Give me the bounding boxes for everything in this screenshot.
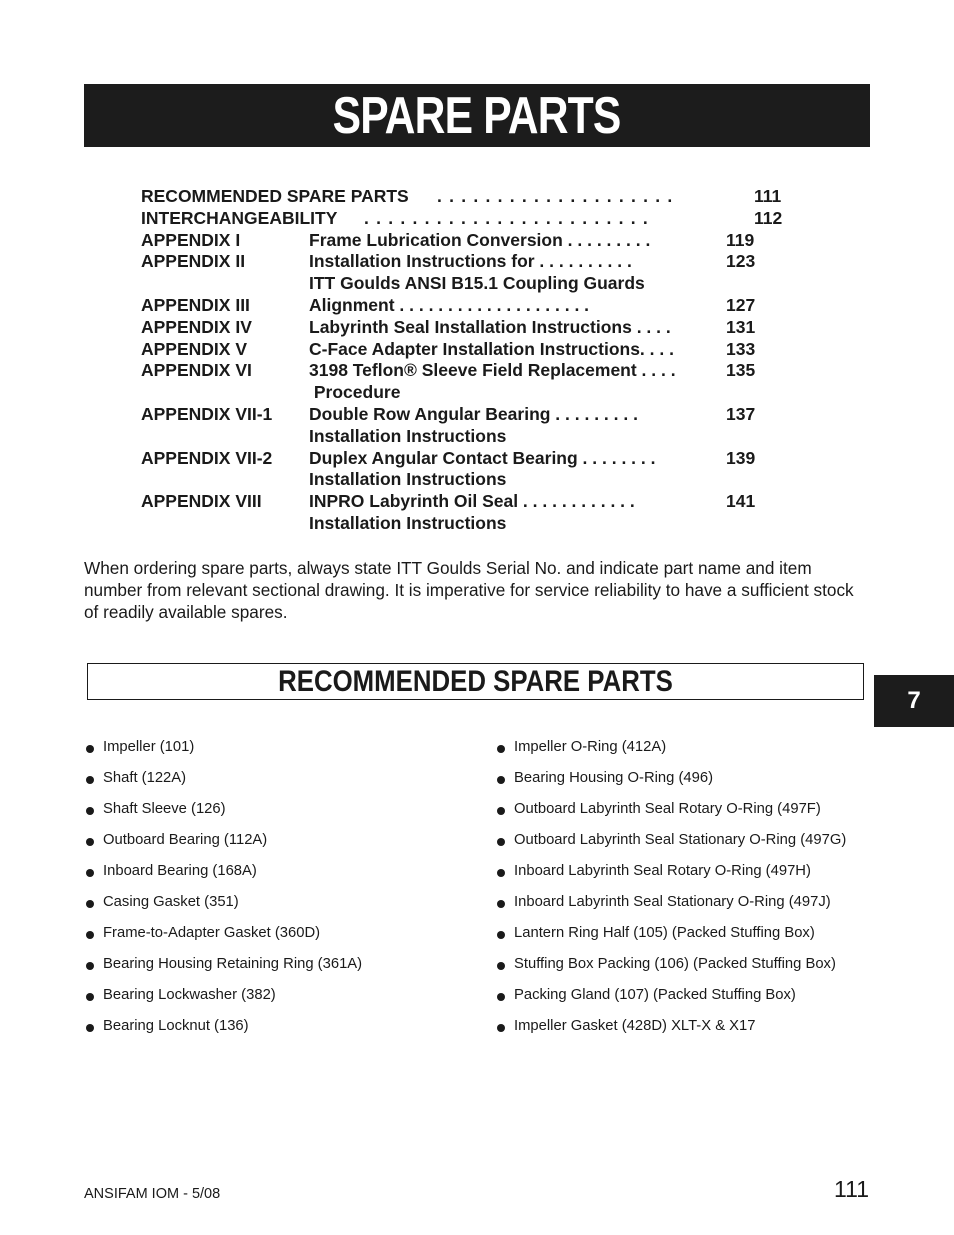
section-heading: RECOMMENDED SPARE PARTS bbox=[278, 664, 673, 698]
toc-appendix-entry[interactable] bbox=[141, 230, 791, 252]
appendix-title: Labyrinth Seal Installation Instructions . . . . bbox=[309, 316, 671, 337]
part-label: Outboard Labyrinth Seal Rotary O-Ring (497F) bbox=[514, 800, 821, 817]
part-label: Inboard Labyrinth Seal Rotary O-Ring (497H) bbox=[514, 862, 811, 879]
toc-entry-title: RECOMMENDED SPARE PARTS bbox=[141, 186, 409, 206]
intro-paragraph: When ordering spare parts, always state ITT Goulds Serial No. and indicate part name and item number from relevant sectional drawing. It is imperative for service reliability to have a sufficient stock of readily available spares. bbox=[84, 558, 854, 622]
toc-entry[interactable] bbox=[141, 186, 791, 208]
appendix-label: APPENDIX VII-1 bbox=[141, 403, 273, 424]
bullet-icon bbox=[497, 1024, 505, 1032]
appendix-title: Installation Instructions for . . . . . . . . . . bbox=[309, 251, 632, 272]
list-item bbox=[86, 1010, 362, 1041]
bullet-icon bbox=[86, 745, 94, 753]
appendix-label: APPENDIX III bbox=[141, 294, 250, 315]
appendix-title-continued: Installation Instructions bbox=[309, 425, 507, 446]
part-label: Stuffing Box Packing (106) (Packed Stuffing Box) bbox=[514, 955, 836, 972]
part-label: Bearing Housing O-Ring (496) bbox=[514, 769, 714, 786]
appendix-label: APPENDIX VI bbox=[141, 360, 252, 381]
part-label: Inboard Labyrinth Seal Stationary O-Ring (497J) bbox=[514, 893, 831, 910]
part-label: Impeller Gasket (428D) XLT-X & X17 bbox=[514, 1017, 756, 1034]
toc-page-number: 139 bbox=[726, 447, 756, 468]
toc-leader-dots: . . . . . . . . . . . . . . . . . . . . bbox=[437, 186, 674, 206]
bullet-icon bbox=[497, 807, 505, 815]
bullet-icon bbox=[497, 776, 505, 784]
list-item bbox=[497, 1010, 846, 1041]
appendix-title-continued: Installation Instructions bbox=[309, 469, 507, 490]
appendix-title: 3198 Teflon® Sleeve Field Replacement . . . . bbox=[309, 360, 676, 381]
list-item bbox=[86, 979, 362, 1010]
bullet-icon bbox=[86, 962, 94, 970]
list-item bbox=[497, 917, 846, 948]
bullet-icon bbox=[86, 931, 94, 939]
part-label: Bearing Lockwasher (382) bbox=[103, 986, 276, 1003]
part-label: Impeller (101) bbox=[103, 738, 195, 755]
toc-appendix-entry[interactable] bbox=[141, 295, 791, 317]
page-title-bar bbox=[84, 84, 870, 147]
toc-appendix-entry[interactable] bbox=[141, 360, 791, 382]
toc-page-number: 112 bbox=[754, 207, 783, 228]
toc-page-number: 123 bbox=[726, 251, 756, 272]
toc-appendix-entry[interactable] bbox=[141, 404, 791, 426]
bullet-icon bbox=[86, 869, 94, 877]
bullet-icon bbox=[86, 776, 94, 784]
list-item bbox=[86, 948, 362, 979]
appendix-title: Duplex Angular Contact Bearing . . . . . . . . bbox=[309, 447, 656, 468]
appendix-label: APPENDIX IV bbox=[141, 316, 252, 337]
bullet-icon bbox=[497, 838, 505, 846]
toc-page-number: 137 bbox=[726, 403, 756, 424]
toc-page-number: 133 bbox=[726, 338, 756, 359]
toc-appendix-entry[interactable] bbox=[141, 251, 791, 273]
appendix-label: APPENDIX I bbox=[141, 229, 241, 250]
toc-page-number: 119 bbox=[726, 229, 755, 250]
appendix-title-continued: Installation Instructions bbox=[309, 512, 507, 533]
bullet-icon bbox=[86, 807, 94, 815]
toc-appendix-entry[interactable] bbox=[141, 491, 791, 513]
list-item bbox=[86, 824, 362, 855]
bullet-icon bbox=[497, 962, 505, 970]
footer-page-number: 111 bbox=[834, 1176, 869, 1202]
list-item bbox=[497, 948, 846, 979]
toc-page-number: 111 bbox=[754, 186, 782, 206]
part-label: Bearing Locknut (136) bbox=[103, 1017, 249, 1034]
bullet-icon bbox=[497, 900, 505, 908]
parts-list-right bbox=[497, 731, 846, 1041]
bullet-icon bbox=[497, 869, 505, 877]
list-item bbox=[497, 979, 846, 1010]
part-label: Shaft Sleeve (126) bbox=[103, 800, 226, 817]
toc-page-number: 141 bbox=[726, 491, 756, 512]
appendix-title: Double Row Angular Bearing . . . . . . . . . bbox=[309, 403, 638, 424]
part-label: Frame-to-Adapter Gasket (360D) bbox=[103, 924, 321, 941]
bullet-icon bbox=[86, 1024, 94, 1032]
footer-doc-id: ANSIFAM IOM - 5/08 bbox=[84, 1186, 221, 1202]
list-item bbox=[497, 793, 846, 824]
list-item bbox=[86, 917, 362, 948]
appendix-title: Frame Lubrication Conversion . . . . . . . . . bbox=[309, 229, 651, 250]
part-label: Inboard Bearing (168A) bbox=[103, 862, 257, 879]
list-item bbox=[86, 762, 362, 793]
list-item bbox=[497, 824, 846, 855]
bullet-icon bbox=[86, 993, 94, 1001]
appendix-title: INPRO Labyrinth Oil Seal . . . . . . . . . . . . bbox=[309, 491, 635, 512]
bullet-icon bbox=[497, 931, 505, 939]
list-item bbox=[86, 855, 362, 886]
appendix-title: C-Face Adapter Installation Instructions. . . . bbox=[309, 338, 674, 359]
toc-leader-dots: . . . . . . . . . . . . . . . . . . . . . . . . bbox=[364, 207, 649, 228]
bullet-icon bbox=[497, 993, 505, 1001]
list-item bbox=[497, 855, 846, 886]
part-label: Impeller O-Ring (412A) bbox=[514, 738, 667, 755]
part-label: Outboard Labyrinth Seal Stationary O-Ring (497G) bbox=[514, 831, 847, 848]
section-heading-box bbox=[87, 663, 864, 700]
bullet-icon bbox=[86, 900, 94, 908]
bullet-icon bbox=[497, 745, 505, 753]
bullet-icon bbox=[86, 838, 94, 846]
toc-appendix-entry[interactable] bbox=[141, 317, 791, 339]
appendix-title-continued: ITT Goulds ANSI B15.1 Coupling Guards bbox=[309, 273, 645, 294]
parts-list-left bbox=[86, 731, 362, 1041]
toc-entry-title: INTERCHANGEABILITY bbox=[141, 207, 338, 228]
toc-appendix-entry[interactable] bbox=[141, 448, 791, 470]
toc-page-number: 135 bbox=[726, 360, 756, 381]
appendix-label: APPENDIX II bbox=[141, 251, 246, 272]
toc-appendix-entry[interactable] bbox=[141, 339, 791, 361]
part-label: Casing Gasket (351) bbox=[103, 893, 239, 910]
chapter-tab: 7 bbox=[874, 675, 954, 727]
part-label: Bearing Housing Retaining Ring (361A) bbox=[103, 955, 363, 972]
toc-page-number: 131 bbox=[726, 316, 756, 337]
list-item bbox=[497, 762, 846, 793]
appendix-label: APPENDIX V bbox=[141, 338, 247, 359]
list-item bbox=[86, 731, 362, 762]
list-item bbox=[86, 886, 362, 917]
appendix-title: Alignment . . . . . . . . . . . . . . . . . . . . bbox=[309, 294, 590, 315]
part-label: Shaft (122A) bbox=[103, 769, 187, 786]
list-item bbox=[497, 886, 846, 917]
appendix-title-continued: Procedure bbox=[309, 382, 401, 403]
part-label: Packing Gland (107) (Packed Stuffing Box) bbox=[514, 986, 796, 1003]
appendix-label: APPENDIX VIII bbox=[141, 491, 262, 512]
part-label: Outboard Bearing (112A) bbox=[103, 831, 268, 848]
list-item bbox=[497, 731, 846, 762]
toc-entry[interactable] bbox=[141, 208, 791, 230]
table-of-contents bbox=[141, 186, 791, 535]
page-title: SPARE PARTS bbox=[333, 86, 621, 145]
toc-page-number: 127 bbox=[726, 294, 756, 315]
part-label: Lantern Ring Half (105) (Packed Stuffing Box) bbox=[514, 924, 815, 941]
appendix-label: APPENDIX VII-2 bbox=[141, 447, 273, 468]
list-item bbox=[86, 793, 362, 824]
